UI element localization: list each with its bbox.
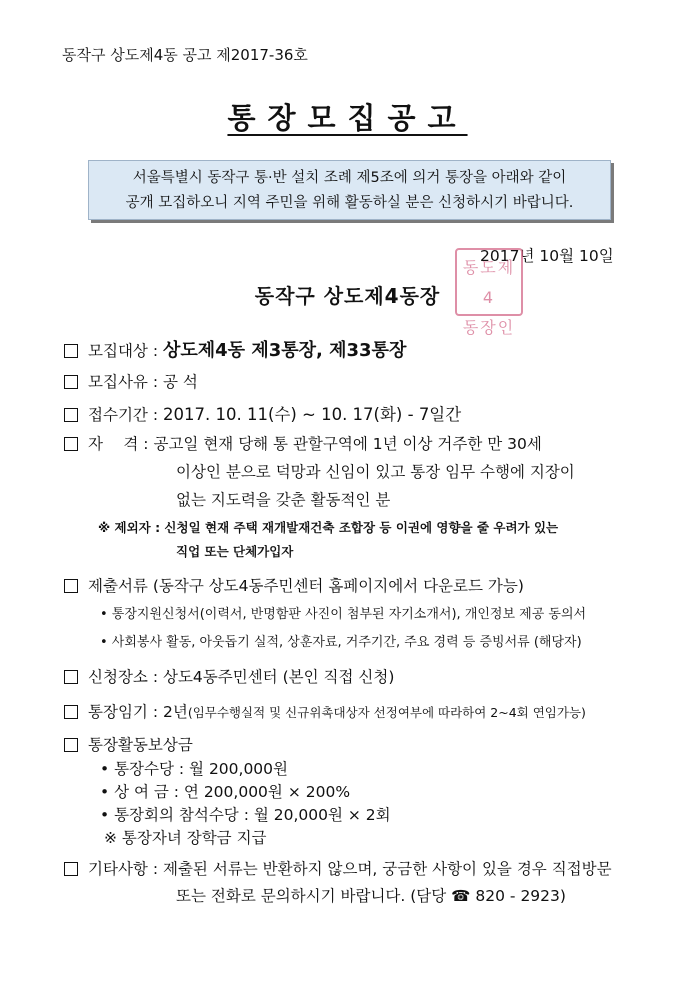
seal-text-2: 동장인 [462, 318, 516, 337]
seal-text-1: 동도제4 [462, 258, 516, 307]
checkbox-icon [64, 705, 78, 719]
docs-bullet-1: • 통장지원신청서(이력서, 반명함판 사진이 첨부된 자기소개서), 개인정보 제공 동의서 [100, 607, 587, 622]
item-pay [64, 733, 193, 755]
checkbox-icon [64, 579, 78, 593]
item-etc [64, 857, 612, 879]
etc-line-2: 또는 전화로 문의하시기 바랍니다. (담당 ☎ 820 - 2923) [176, 887, 566, 905]
qual-line-1: 공고일 현재 당해 통 관할구역에 1년 이상 거주한 만 30세 [153, 435, 542, 453]
checkbox-icon [64, 670, 78, 684]
target-label: 모집대상 : [88, 342, 159, 360]
item-term [64, 700, 586, 722]
checkbox-icon [64, 437, 78, 451]
qual-label: 자 격 : [88, 435, 149, 453]
intro-line-2: 공개 모집하오니 지역 주민을 위해 활동하실 분은 신청하시기 바랍니다. [125, 195, 574, 211]
place-value: 상도4동주민센터 (본인 직접 신청) [162, 668, 395, 686]
reason-label: 모집사유 : [88, 373, 159, 391]
qual-line-2: 이상인 분으로 덕망과 신임이 있고 통장 임무 수행에 지장이 [176, 463, 575, 481]
exclude-line-1: ※ 제외자 : 신청일 현재 주택 재개발재건축 조합장 등 이권에 영향을 줄 우려가 있는 [98, 520, 559, 535]
checkbox-icon [64, 862, 78, 876]
item-place [64, 665, 394, 687]
pay-line-1: • 통장수당 : 월 200,000원 [100, 760, 289, 778]
page-title [0, 96, 695, 137]
term-value: 2년 [162, 703, 188, 721]
pay-line-3: • 통장회의 참석수당 : 월 20,000원 × 2회 [100, 806, 391, 824]
pay-label: 통장활동보상금 [88, 736, 193, 754]
qual-line-3: 없는 지도력을 갖춘 활동적인 분 [176, 491, 391, 509]
checkbox-icon [64, 344, 78, 358]
issuer: 동작구 상도제4동장 [254, 284, 441, 308]
item-documents [64, 574, 524, 596]
page-title-text: 통장모집공고 [227, 101, 468, 135]
checkbox-icon [64, 738, 78, 752]
checkbox-icon [64, 375, 78, 389]
pay-note: ※ 통장자녀 장학금 지급 [104, 829, 267, 847]
docs-bullet-2: • 사회봉사 활동, 아웃돕기 실적, 상훈자료, 거주기간, 주요 경력 등 증빙서류 (해당자) [100, 635, 582, 650]
period-value: 2017. 10. 11(수) ~ 10. 17(화) - 7일간 [162, 405, 462, 424]
checkbox-icon [64, 408, 78, 422]
item-period [64, 401, 461, 425]
place-label: 신청장소 : [88, 668, 159, 686]
pay-line-2: • 상 여 금 : 연 200,000원 × 200% [100, 783, 351, 801]
term-note: (임무수행실적 및 신규위촉대상자 선정여부에 따라하여 2~4회 연임가능) [187, 705, 586, 720]
reason-value: 공 석 [162, 373, 198, 391]
period-label: 접수기간 : [88, 406, 159, 424]
term-label: 통장임기 : [88, 703, 159, 721]
etc-line-1: 제출된 서류는 반환하지 않으며, 궁금한 사항이 있을 경우 직접방문 [162, 860, 612, 878]
intro-box [88, 160, 611, 220]
target-value: 상도제4동 제3통장, 제33통장 [162, 340, 407, 361]
item-qualification [64, 432, 542, 454]
item-target [64, 336, 406, 362]
etc-label: 기타사항 : [88, 860, 159, 878]
intro-line-1: 서울특별시 동작구 통·반 설치 조례 제5조에 의거 통장을 아래와 같이 [132, 170, 567, 186]
item-reason [64, 370, 198, 392]
notice-number: 동작구 상도제4동 공고 제2017-36호 [62, 46, 308, 64]
docs-label: 제출서류 (동작구 상도4동주민센터 홈페이지에서 다운로드 가능) [88, 577, 524, 595]
notice-date: 2017년 10월 10일 [480, 247, 614, 265]
exclude-line-2: 직업 또는 단체가입자 [176, 544, 294, 559]
